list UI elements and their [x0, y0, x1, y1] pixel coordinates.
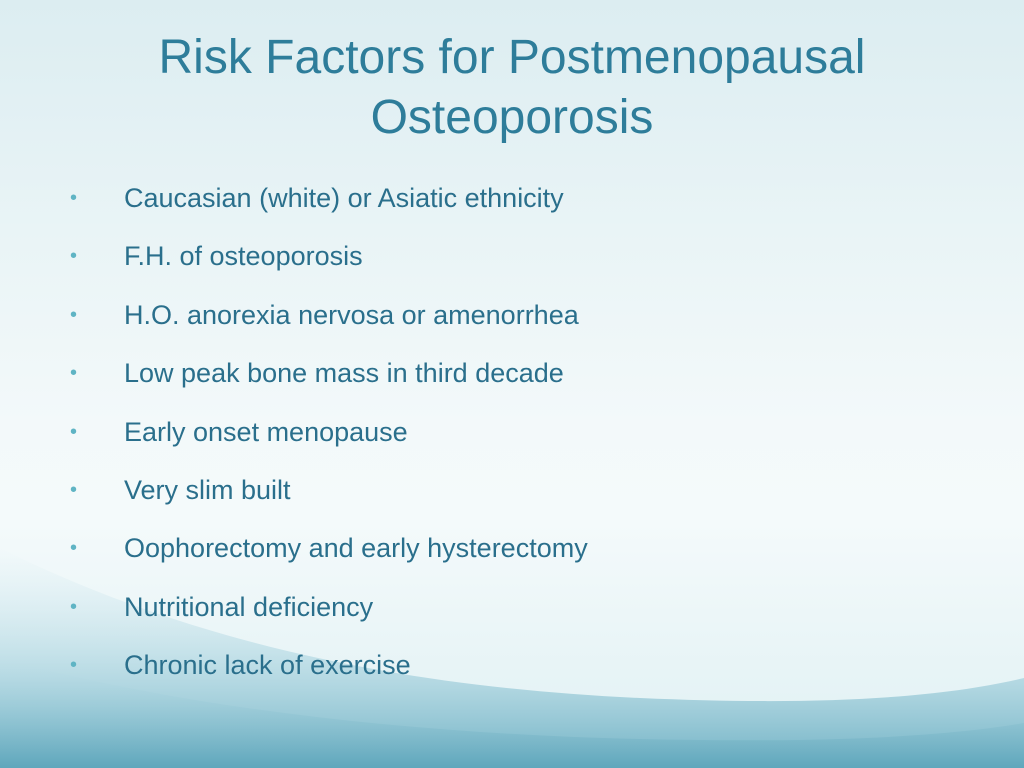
bullet-icon: •	[70, 595, 78, 618]
bullet-text: Caucasian (white) or Asiatic ethnicity	[124, 183, 564, 213]
bullet-item	[70, 468, 970, 526]
bullet-icon: •	[70, 362, 78, 385]
bullet-icon: •	[70, 187, 78, 209]
title-line-1: Risk Factors for Postmenopausal	[158, 31, 866, 84]
bullet-item	[70, 293, 970, 351]
bullet-item	[70, 176, 970, 234]
bullet-text: Oophorectomy and early hysterectomy	[124, 533, 588, 564]
bullet-text: H.O. anorexia nervosa or amenorrhea	[124, 299, 579, 330]
title-line-2: Osteoporosis	[370, 91, 654, 144]
bullet-list	[70, 176, 970, 702]
bullet-icon: •	[70, 245, 78, 268]
bullet-item	[70, 643, 970, 701]
bullet-icon: •	[70, 303, 78, 326]
bullet-text: Early onset menopause	[124, 416, 408, 447]
bullet-item	[70, 234, 970, 292]
bullet-text: Nutritional deficiency	[124, 591, 374, 622]
bullet-text: Low peak bone mass in third decade	[124, 358, 564, 389]
bullet-item	[70, 526, 970, 584]
bullet-icon: •	[70, 654, 78, 677]
bullet-icon: •	[70, 478, 78, 501]
bullet-item	[70, 410, 970, 468]
bullet-item	[70, 351, 970, 409]
bullet-text: Chronic lack of exercise	[124, 650, 411, 681]
bullet-icon: •	[70, 537, 78, 560]
bullet-text: Very slim built	[124, 474, 291, 505]
bullet-icon: •	[70, 420, 78, 443]
bullet-item	[70, 585, 970, 643]
slide-title	[40, 28, 984, 148]
bullet-text: F.H. of osteoporosis	[124, 241, 363, 272]
